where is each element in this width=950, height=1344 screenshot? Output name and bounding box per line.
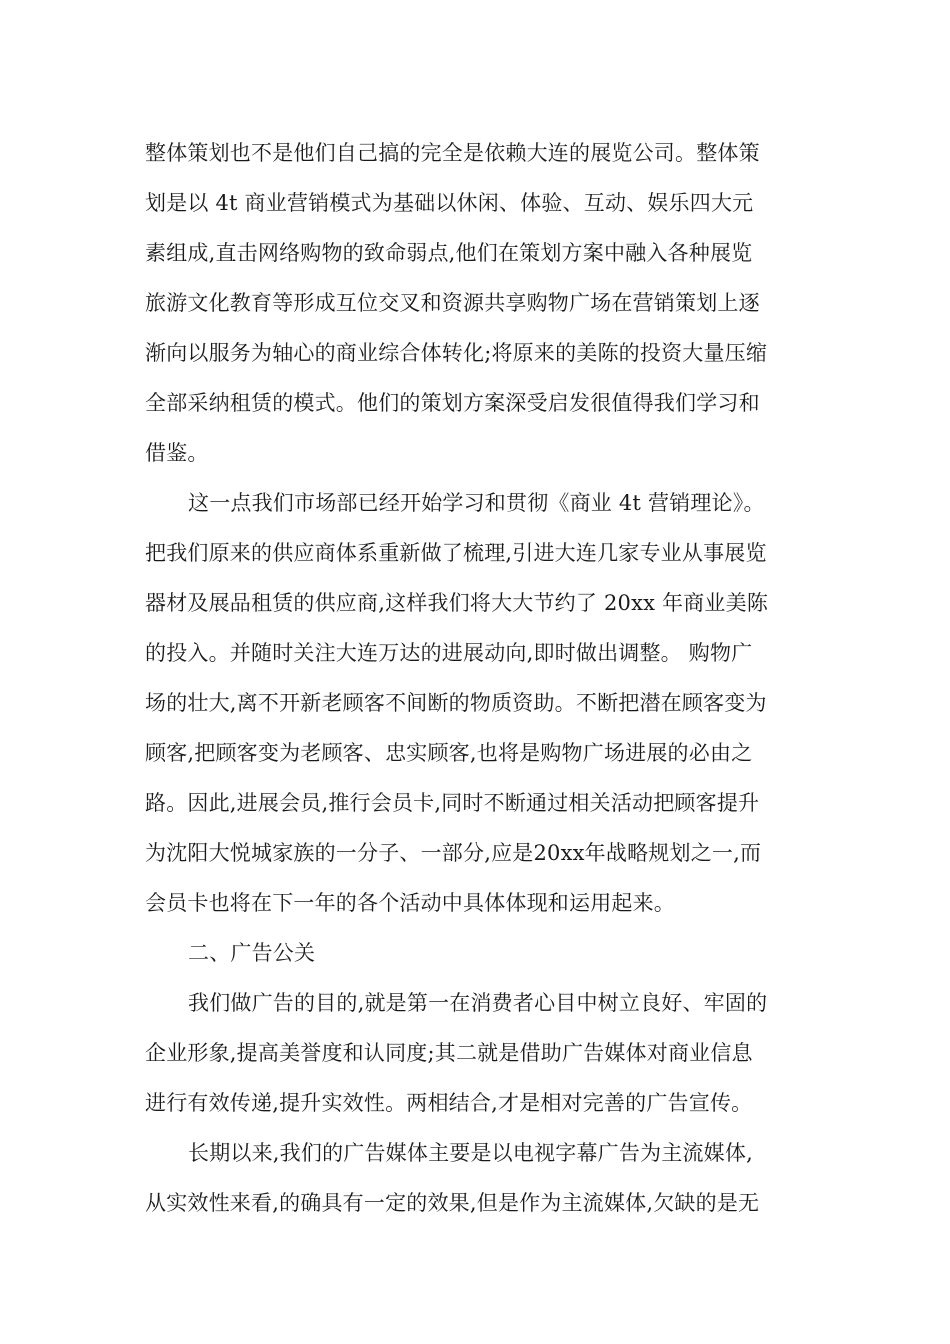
text-line: 顾客,把顾客变为老顾客、忠实顾客,也将是购物广场进展的必由之 — [145, 741, 753, 765]
text-line: 整体策划也不是他们自己搞的完全是依赖大连的展览公司。整体策 — [145, 141, 760, 165]
text-line: 从实效性来看,的确具有一定的效果,但是作为主流媒体,欠缺的是无 — [145, 1191, 760, 1215]
text-line: 器材及展品租赁的供应商,这样我们将大大节约了 20xx 年商业美陈 — [145, 591, 769, 615]
paragraph-first-line: 我们做广告的目的,就是第一在消费者心目中树立良好、牢固的 — [188, 991, 768, 1015]
text-line: 把我们原来的供应商体系重新做了梳理,引进大连几家专业从事展览 — [145, 541, 767, 565]
text-line: 进行有效传递,提升实效性。两相结合,才是相对完善的广告宣传。 — [145, 1091, 753, 1115]
text-line: 为沈阳大悦城家族的一分子、一部分,应是20xx年战略规划之一,而 — [145, 841, 762, 865]
paragraph-first-line: 长期以来,我们的广告媒体主要是以电视字幕广告为主流媒体, — [188, 1141, 753, 1165]
text-line: 划是以 4t 商业营销模式为基础以休闲、体验、互动、娱乐四大元 — [145, 191, 754, 215]
paragraph-first-line: 这一点我们市场部已经开始学习和贯彻《商业 4t 营销理论》。 — [188, 491, 765, 515]
text-line: 旅游文化教育等形成互位交叉和资源共享购物广场在营销策划上逐 — [145, 291, 760, 315]
text-line: 素组成,直击网络购物的致命弱点,他们在策划方案中融入各种展览 — [145, 241, 753, 265]
text-line: 会员卡也将在下一年的各个活动中具体体现和运用起来。 — [145, 891, 675, 915]
text-line: 借鉴。 — [145, 441, 209, 465]
text-line: 企业形象,提高美誉度和认同度;其二就是借助广告媒体对商业信息 — [145, 1041, 753, 1065]
text-line: 全部采纳租赁的模式。他们的策划方案深受启发很值得我们学习和 — [145, 391, 760, 415]
section-heading: 二、广告公关 — [188, 941, 316, 965]
text-line: 的投入。并随时关注大连万达的进展动向,即时做出调整。 购物广 — [145, 641, 753, 665]
text-line: 场的壮大,离不开新老顾客不间断的物质资助。不断把潜在顾客变为 — [145, 691, 767, 715]
text-line: 渐向以服务为轴心的商业综合体转化;将原来的美陈的投资大量压缩 — [145, 341, 768, 365]
text-line: 路。因此,进展会员,推行会员卡,同时不断通过相关活动把顾客提升 — [145, 791, 760, 815]
